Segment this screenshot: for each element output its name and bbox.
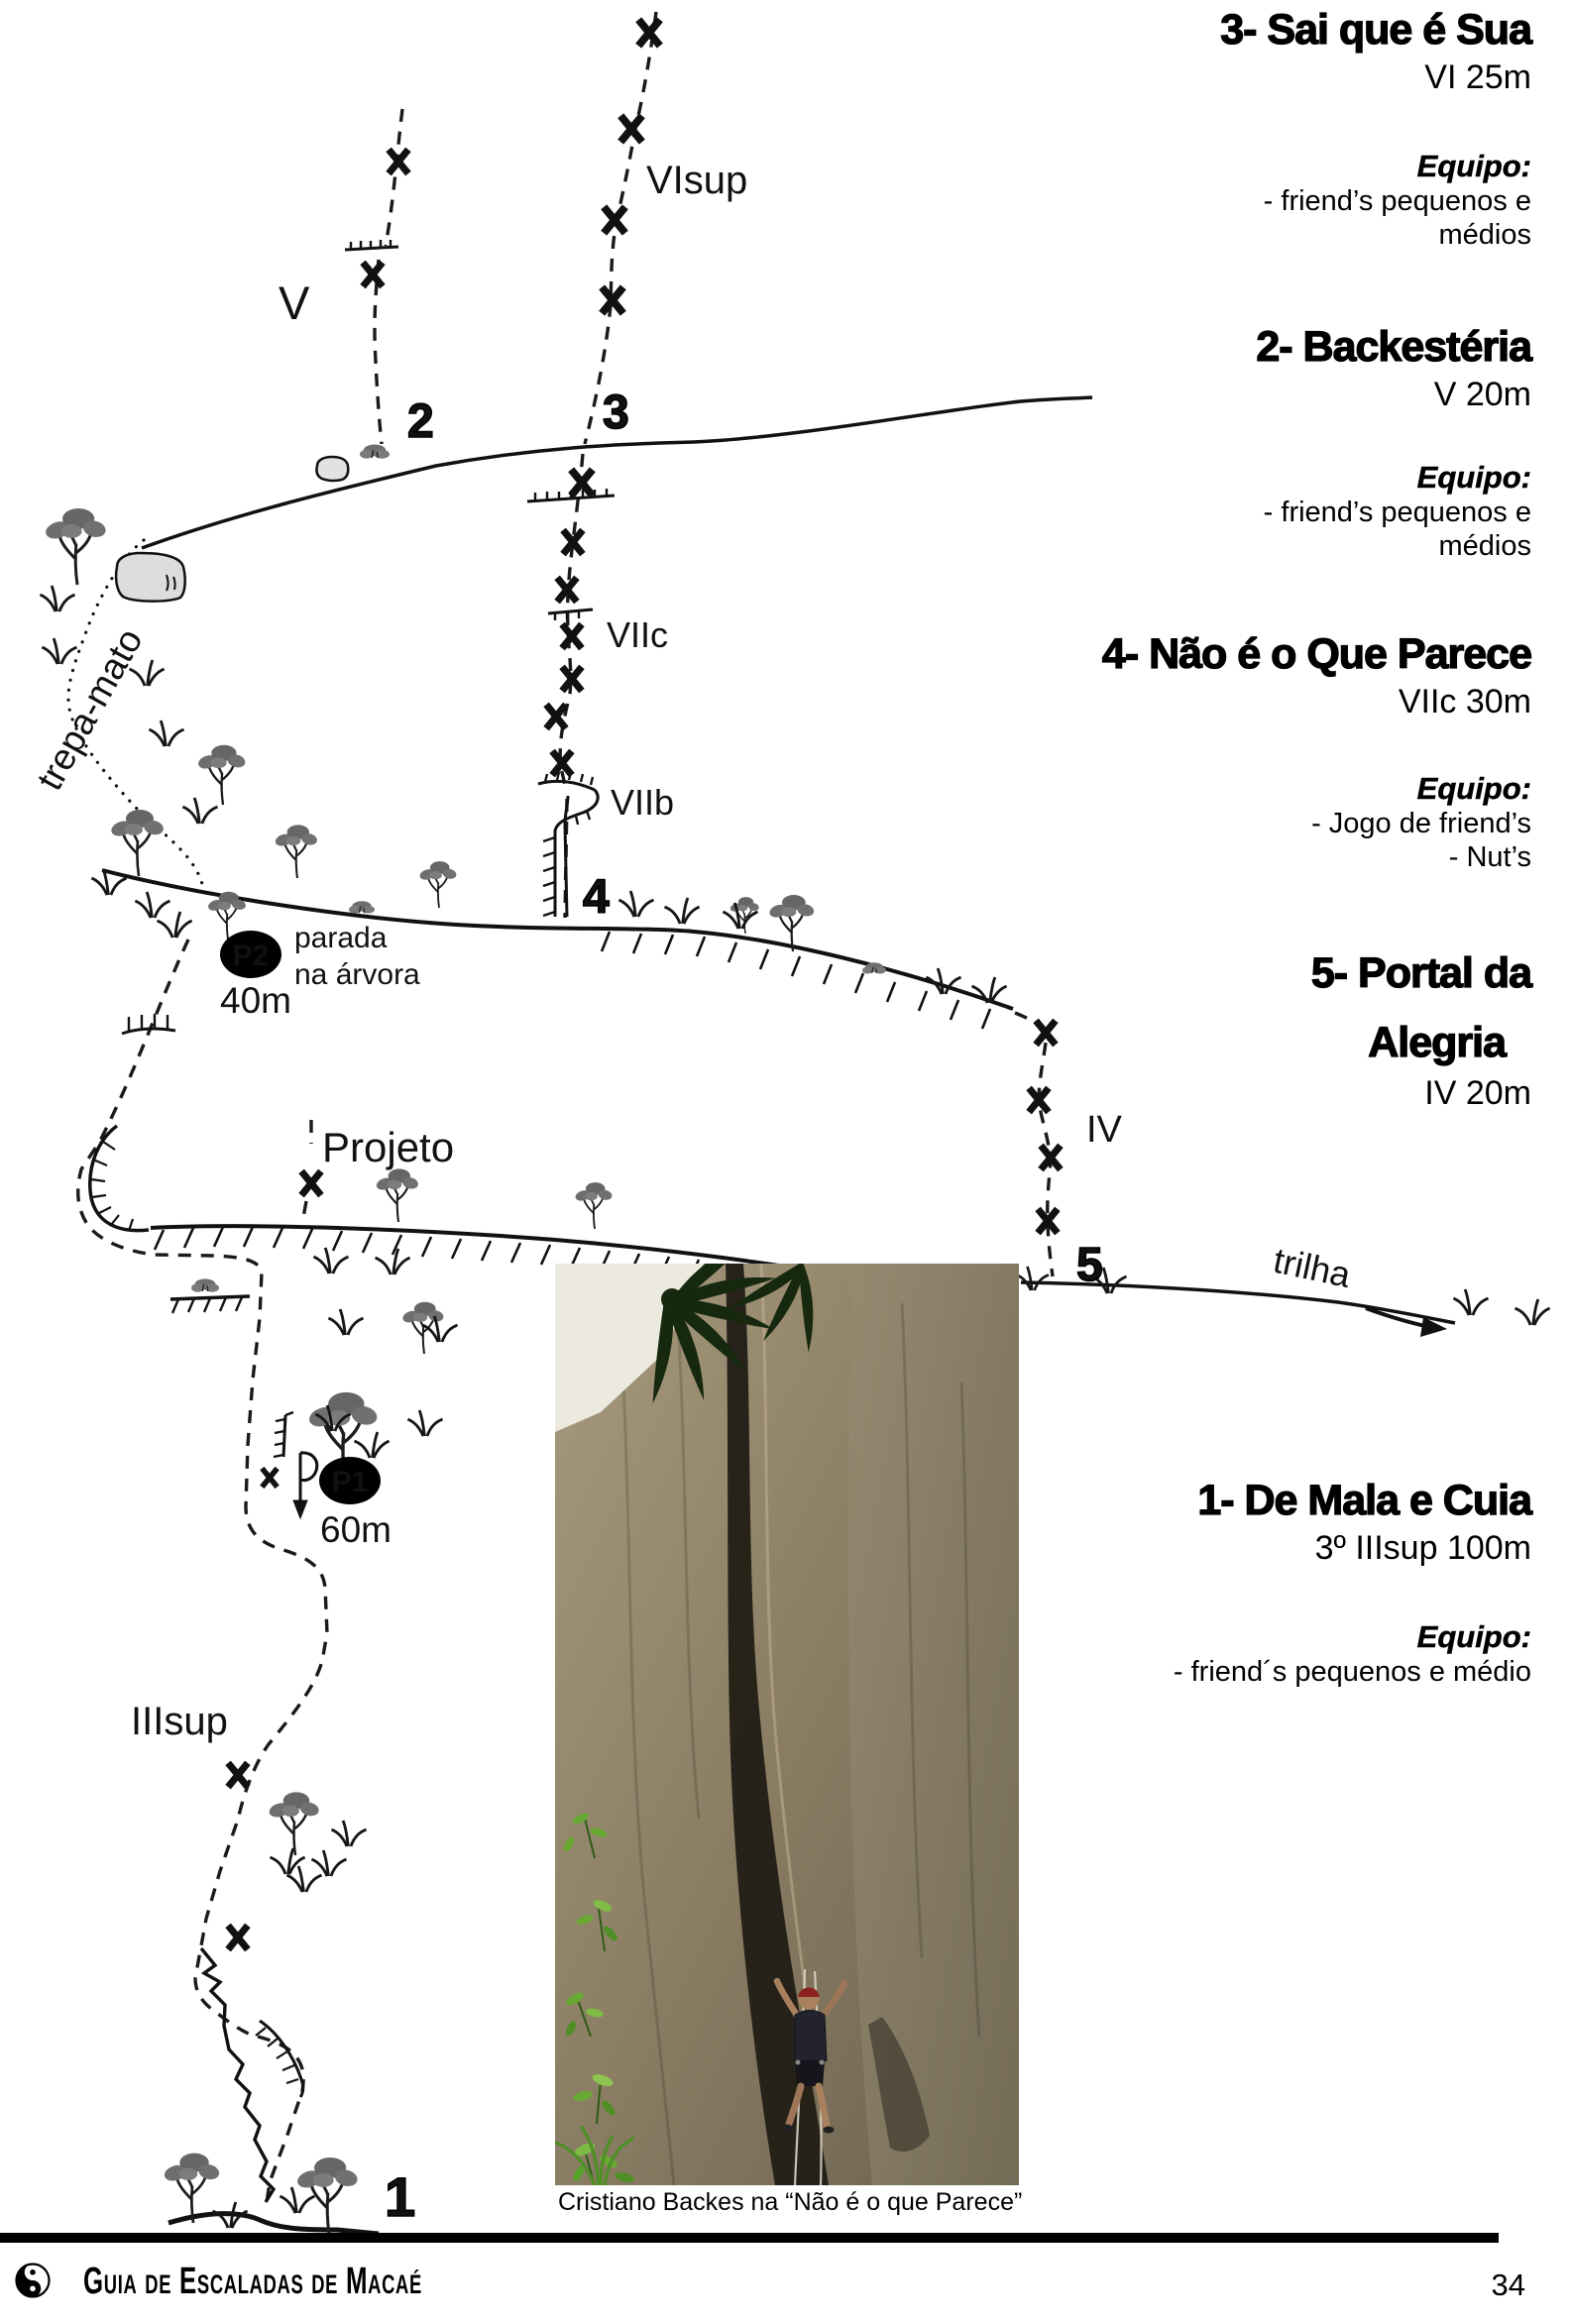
page-number: 34 — [1491, 2268, 1525, 2302]
equipo-item: - friend’s pequenos e — [1263, 185, 1531, 218]
equipo-label: Equipo: — [1416, 149, 1531, 184]
label-viib-grade: VIIb — [611, 782, 675, 823]
route-info-2 — [1256, 323, 1531, 564]
equipo-item: médios — [1438, 219, 1531, 252]
label-route5-number: 5 — [1076, 1239, 1103, 1291]
route-grade: IV 20m — [1424, 1074, 1531, 1113]
photo-caption: Cristiano Backes na “Não é o que Parece” — [558, 2188, 1023, 2216]
label-route2-number: 2 — [407, 395, 434, 448]
route-grade: VI 25m — [1424, 58, 1531, 97]
label-iv-grade: IV — [1086, 1109, 1122, 1151]
route-info-3 — [1220, 6, 1531, 253]
rappel-icon — [293, 1453, 317, 1518]
label-iiisup-grade: IIIsup — [131, 1700, 228, 1743]
route-grade: VIIc 30m — [1398, 683, 1531, 721]
label-trepa-mato: trepa-mato — [29, 621, 151, 797]
equipo-item: - friend´s pequenos e médio — [1173, 1656, 1531, 1689]
label-belay2-note2: na árvora — [294, 958, 420, 991]
equipo-label: Equipo: — [1416, 771, 1531, 807]
label-belay2: P2 — [232, 940, 270, 972]
equipo-item: - Jogo de friend’s — [1311, 808, 1531, 840]
route-info-4 — [1102, 630, 1531, 875]
footer-divider-bar — [0, 2233, 1499, 2243]
route-info-1 — [1174, 1477, 1531, 1689]
route-title: 2- Backestéria — [1256, 323, 1531, 371]
label-route3-number: 3 — [603, 387, 629, 439]
equipo-label: Equipo: — [1416, 460, 1531, 496]
route-title: 4- Não é o Que Parece — [1101, 630, 1531, 678]
equipo-label: Equipo: — [1416, 1619, 1531, 1655]
yin-yang-icon — [14, 2260, 54, 2301]
route-info-5 — [1311, 949, 1531, 1113]
label-route1-number: 1 — [385, 2165, 416, 2228]
label-belay1-length: 60m — [320, 1509, 392, 1550]
route1-line — [78, 940, 327, 2210]
label-route2-grade: V — [279, 277, 310, 329]
label-route3-grade: VIsup — [646, 159, 748, 202]
route-title: 5- Portal da — [1310, 949, 1531, 997]
label-belay1: P1 — [331, 1466, 369, 1498]
route-grade: 3º IIIsup 100m — [1314, 1529, 1531, 1568]
rock-features — [90, 240, 615, 2202]
route-photo — [555, 1264, 1019, 2185]
label-trilha: trilha — [1270, 1239, 1355, 1296]
equipo-item: - Nut’s — [1448, 841, 1531, 874]
equipo-item: - friend’s pequenos e — [1263, 497, 1531, 529]
label-route4-number: 4 — [583, 871, 610, 924]
label-projeto: Projeto — [322, 1124, 455, 1170]
guide-title: Guia de Escaladas de Macaé — [83, 2261, 422, 2302]
boulders — [116, 457, 348, 602]
label-viic-grade: VIIc — [607, 614, 669, 655]
route-grade: V 20m — [1433, 376, 1531, 414]
label-belay2-note1: parada — [294, 922, 388, 954]
label-belay2-length: 40m — [220, 980, 291, 1021]
route5-line — [1015, 1013, 1053, 1276]
route-title: Alegria — [1368, 1019, 1506, 1067]
route-title: 1- De Mala e Cuia — [1197, 1477, 1531, 1524]
equipo-item: médios — [1438, 530, 1531, 563]
route-title: 3- Sai que é Sua — [1220, 6, 1531, 54]
